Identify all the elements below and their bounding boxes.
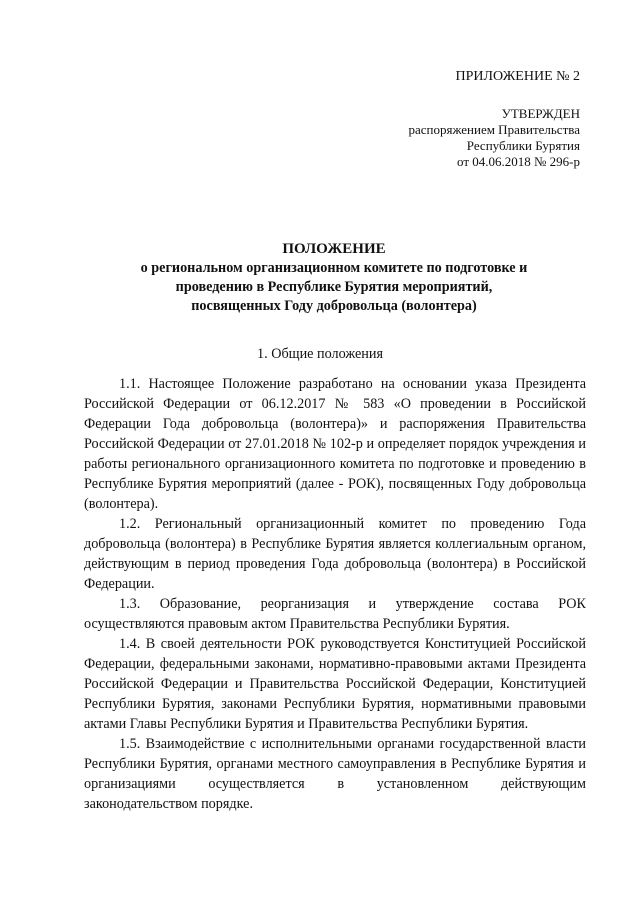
section-heading: 1. Общие положения <box>257 346 383 362</box>
paragraph: 1.3. Образование, реорганизация и утверждение состава РОК осуществляются правовым актом Правительства Республики Бурятия. <box>84 596 586 632</box>
title-main: ПОЛОЖЕНИЕ <box>282 241 386 257</box>
appendix-label: ПРИЛОЖЕНИЕ № 2 <box>455 69 580 84</box>
title-line: о региональном организационном комитете по подготовке и <box>140 260 528 276</box>
document-title <box>80 240 588 316</box>
title-line: проведению в Республике Бурятия мероприятий, <box>175 279 493 295</box>
approval-line: от 04.06.2018 № 296-р <box>457 154 580 169</box>
approval-stamp <box>408 106 580 170</box>
paragraph: 1.4. В своей деятельности РОК руководствуется Конституцией Российской Федерации, федеральными законами, нормативно-правовыми актами Президента Российской Федерации и Правительства Российской Федерации, Конституцией Республики Бурятия, законами Республики Бурятия, нормативными правовыми актами Главы Республики Бурятия и Правительства Республики Бурятия. <box>84 636 586 732</box>
approval-line: распоряжением Правительства <box>408 122 580 137</box>
title-line: посвященных Году добровольца (волонтера) <box>191 298 477 314</box>
paragraph: 1.1. Настоящее Положение разработано на основании указа Президента Российской Федерации от 06.12.2017 № 583 «О проведении в Российской Федерации Года добровольца (волонтера)» и распоряжения Правительства Российской Федерации от 27.01.2018 № 102-р и определяет порядок учреждения и работы регионального организационного комитета по подготовке и проведению в Республике Бурятия мероприятий (далее - РОК), посвященных Году добровольца (волонтера). <box>84 376 586 512</box>
paragraph: 1.2. Региональный организационный комитет по проведению Года добровольца (волонтера) в Республике Бурятия является коллегиальным органом, действующим в период проведения Года добровольца (волонтера) в Российской Федерации. <box>84 516 586 592</box>
section-body <box>84 374 586 814</box>
approval-line: УТВЕРЖДЕН <box>501 106 580 121</box>
paragraph: 1.5. Взаимодействие с исполнительными органами государственной власти Республики Бурятия, органами местного самоуправления в Республике Бурятия и организациями осуществляется в установленном действующим законодательством порядке. <box>84 736 586 812</box>
approval-line: Республики Бурятия <box>466 138 580 153</box>
